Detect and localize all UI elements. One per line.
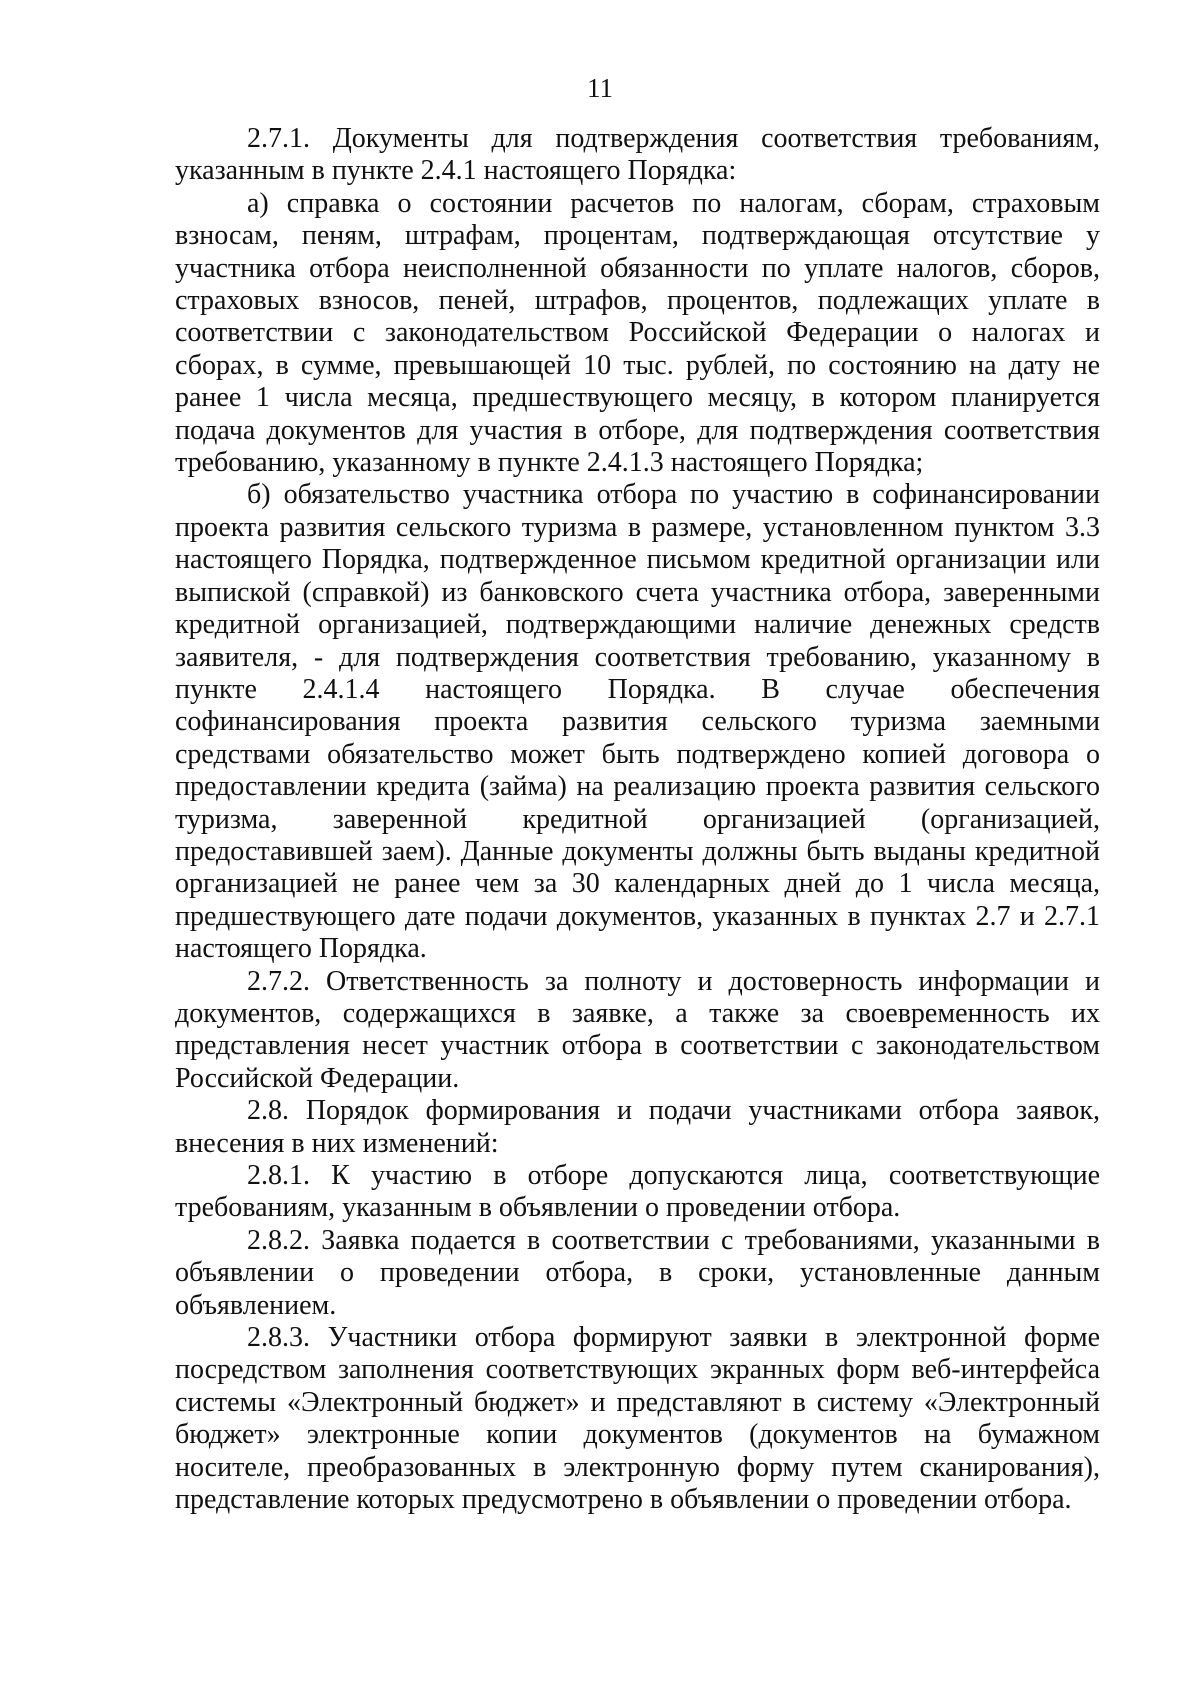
paragraph-2-8-1: 2.8.1. К участию в отборе допускаются лица, соответствующие требованиям, указанным в объявлении о проведении отбора. <box>175 1160 1100 1224</box>
paragraph-item-b: б) обязательство участника отбора по участию в софинансировании проекта развития сельского туризма в размере, установленном пунктом 3.3 настоящего Порядка, подтвержденное письмом кредитной организации или выпиской (справкой) из банковского счета участника отбора, заверенными кредитной организацией, подтверждающими наличие денежных средств заявителя, - для подтверждения соответствия требованию, указанному в пункте 2.4.1.4 настоящего Порядка. В случае обеспечения софинансирования проекта развития сельского туризма заемными средствами обязательство может быть подтверждено копией договора о предоставлении кредита (займа) на реализацию проекта развития сельского туризма, заверенной кредитной организацией (организацией, предоставившей заем). Данные документы должны быть выданы кредитной организацией не ранее чем за 30 календарных дней до 1 числа месяца, предшествующего дате подачи документов, указанных в пунктах 2.7 и 2.7.1 настоящего Порядка. <box>175 479 1100 965</box>
paragraph-2-7-2: 2.7.2. Ответственность за полноту и достоверность информации и документов, содержащихся в заявке, а также за своевременность их представления несет участник отбора в соответствии с законодательством Российской Федерации. <box>175 965 1100 1094</box>
document-body <box>175 123 1100 1516</box>
paragraph-item-a: а) справка о состоянии расчетов по налогам, сборам, страховым взносам, пеням, штрафам, процентам, подтверждающая отсутствие у участника отбора неисполненной обязанности по уплате налогов, сборов, страховых взносов, пеней, штрафов, процентов, подлежащих уплате в соответствии с законодательством Российской Федерации о налогах и сборах, в сумме, превышающей 10 тыс. рублей, по состоянию на дату не ранее 1 числа месяца, предшествующего месяцу, в котором планируется подача документов для участия в отборе, для подтверждения соответствия требованию, указанному в пункте 2.4.1.3 настоящего Порядка; <box>175 187 1100 479</box>
paragraph-2-8: 2.8. Порядок формирования и подачи участниками отбора заявок, внесения в них изменений: <box>175 1095 1100 1159</box>
page-number: 11 <box>587 73 613 103</box>
paragraph-2-8-3: 2.8.3. Участники отбора формируют заявки в электронной форме посредством заполнения соответствующих экранных форм веб-интерфейса системы «Электронный бюджет» и представляют в систему «Электронный бюджет» электронные копии документов (документов на бумажном носителе, преобразованных в электронную форму путем сканирования), представление которых предусмотрено в объявлении о проведении отбора. <box>175 1322 1100 1516</box>
paragraph-2-8-2: 2.8.2. Заявка подается в соответствии с требованиями, указанными в объявлении о проведении отбора, в сроки, установленные данным объявлением. <box>175 1224 1100 1321</box>
paragraph-2-7-1: 2.7.1. Документы для подтверждения соответствия требованиям, указанным в пункте 2.4.1 настоящего Порядка: <box>175 123 1100 187</box>
